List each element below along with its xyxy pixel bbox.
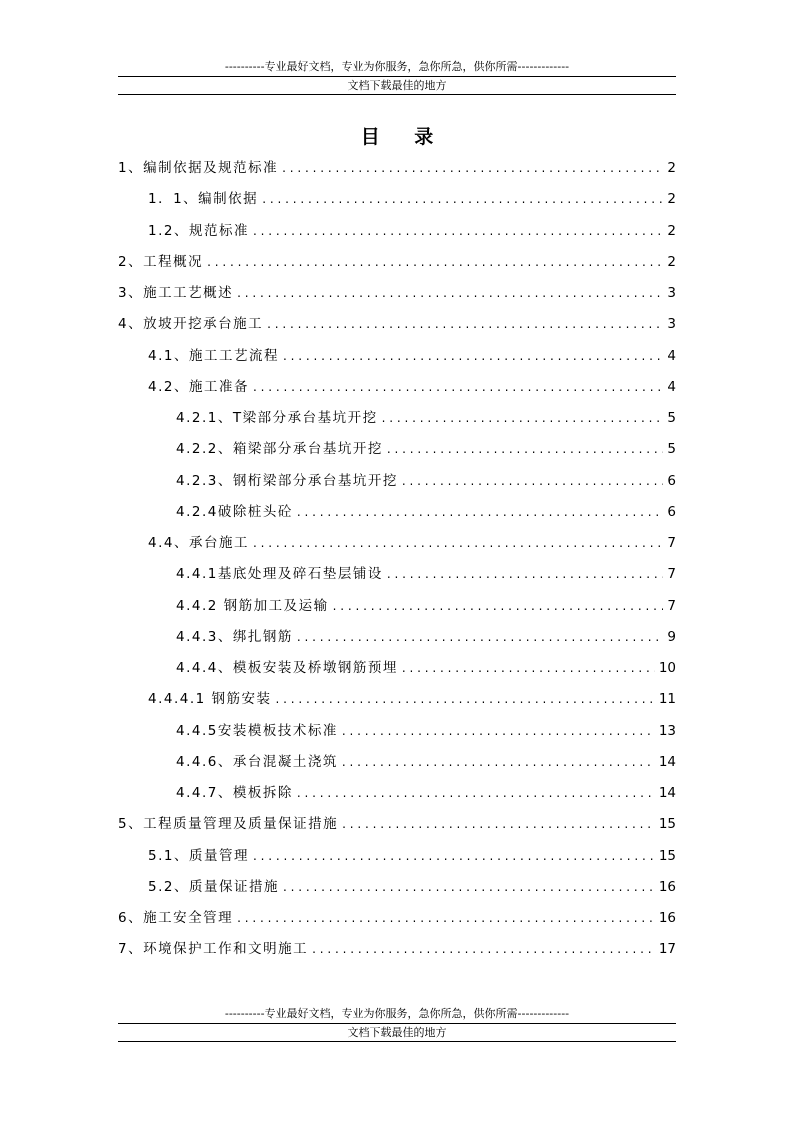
toc-dot-leader (382, 411, 664, 425)
toc-entry[interactable] (118, 656, 676, 687)
toc-entry-page-number: 10 (658, 660, 676, 676)
toc-entry-label: 4.4.6、承台混凝土浇筑 (176, 753, 338, 770)
toc-entry-page-number: 5 (667, 410, 676, 426)
toc-entry[interactable] (118, 437, 676, 468)
toc-entry-label: 7、环境保护工作和文明施工 (118, 941, 309, 958)
footer-rule-bottom (118, 1041, 676, 1042)
toc-entry[interactable] (118, 187, 676, 218)
toc-entry-page-number: 15 (658, 816, 676, 833)
toc-entry-label: 4.4.3、绑扎钢筋 (176, 628, 293, 645)
toc-entry-page-number: 4 (667, 347, 676, 364)
table-of-contents (118, 156, 676, 969)
toc-dot-leader (387, 442, 664, 456)
toc-entry-label: 4.4.7、模板拆除 (176, 785, 293, 801)
toc-dot-leader (342, 724, 655, 738)
toc-dot-leader (283, 349, 663, 363)
toc-entry-page-number: 6 (667, 472, 676, 489)
toc-dot-leader (237, 286, 663, 300)
toc-entry-label: 5.1、质量管理 (148, 847, 249, 864)
toc-entry-label: 4.4.1基底处理及碎石垫层铺设 (176, 566, 383, 583)
toc-dot-leader (312, 942, 655, 956)
toc-entry[interactable] (118, 906, 676, 937)
toc-dot-leader (267, 317, 663, 331)
toc-entry-page-number: 11 (658, 691, 676, 708)
toc-entry-page-number: 14 (658, 753, 676, 770)
toc-entry-label: 3、施工工艺概述 (118, 285, 234, 301)
toc-entry-page-number: 6 (667, 503, 676, 520)
toc-entry-label: 4.4.4.1 钢筋安装 (148, 691, 272, 708)
toc-title: 目 录 (360, 126, 448, 148)
toc-entry-label: 4.2.1、T梁部分承台基坑开挖 (176, 410, 378, 426)
toc-dot-leader (253, 849, 655, 863)
toc-dot-leader (342, 817, 655, 831)
toc-entry[interactable] (118, 594, 676, 625)
toc-entry-label: 4.4.4、模板安装及桥墩钢筋预埋 (176, 660, 398, 676)
toc-entry[interactable] (118, 875, 676, 906)
toc-dot-leader (276, 692, 655, 706)
toc-entry-page-number: 2 (667, 160, 676, 176)
toc-entry-page-number: 2 (667, 253, 676, 270)
header-subtitle: 文档下载最佳的地方 (347, 79, 447, 92)
toc-entry-label: 1、编制依据及规范标准 (118, 160, 279, 176)
toc-entry-label: 5.2、质量保证措施 (148, 878, 279, 895)
toc-dot-leader (282, 161, 663, 175)
page-footer (118, 1007, 676, 1042)
toc-dot-leader (297, 505, 664, 519)
toc-entry-label: 4.2.4破除桩头砼 (176, 503, 293, 520)
toc-entry-page-number: 16 (658, 910, 676, 926)
toc-entry[interactable] (118, 375, 676, 406)
toc-entry-label: 4.1、施工工艺流程 (148, 347, 279, 364)
toc-entry-page-number: 2 (667, 191, 676, 208)
toc-entry-label: 4.4、承台施工 (148, 535, 249, 551)
toc-entry-page-number: 7 (667, 535, 676, 551)
toc-entry-page-number: 15 (658, 847, 676, 864)
toc-dot-leader (237, 911, 655, 925)
toc-dot-leader (253, 380, 663, 394)
toc-entry-page-number: 2 (667, 222, 676, 239)
header-rule-top (118, 76, 676, 77)
toc-entry-page-number: 16 (658, 878, 676, 895)
toc-entry-page-number: 3 (667, 316, 676, 333)
footer-rule-top (118, 1023, 676, 1024)
toc-entry-label: 4.2.2、箱梁部分承台基坑开挖 (176, 441, 383, 458)
toc-entry[interactable] (118, 844, 676, 875)
toc-entry-label: 4.4.5安装模板技术标准 (176, 722, 338, 739)
toc-dot-leader (262, 192, 663, 206)
toc-entry-label: 5、工程质量管理及质量保证措施 (118, 816, 339, 833)
toc-dot-leader (253, 224, 663, 238)
toc-entry-label: 2、工程概况 (118, 253, 204, 270)
toc-dot-leader (207, 255, 663, 269)
toc-entry-label: 6、施工安全管理 (118, 910, 234, 926)
footer-slogan: ----------专业最好文档，专业为你服务，急你所急，供你所需------------- (224, 1007, 570, 1020)
toc-entry-page-number: 4 (667, 378, 676, 395)
toc-entry-label: 4.4.2 钢筋加工及运输 (176, 597, 329, 614)
toc-entry[interactable] (118, 687, 676, 718)
toc-entry[interactable] (118, 344, 676, 375)
toc-entry-label: 1.2、规范标准 (148, 222, 249, 239)
toc-entry[interactable] (118, 562, 676, 593)
toc-dot-leader (402, 661, 655, 675)
page-header (118, 60, 676, 95)
toc-entry[interactable] (118, 219, 676, 250)
toc-entry-page-number: 5 (667, 441, 676, 458)
toc-entry-page-number: 17 (658, 941, 676, 958)
toc-entry-page-number: 3 (667, 285, 676, 301)
toc-entry-label: 1．1、编制依据 (148, 191, 259, 208)
header-rule-bottom (118, 94, 676, 95)
toc-entry[interactable] (118, 250, 676, 281)
toc-entry[interactable] (118, 937, 676, 968)
header-slogan: ----------专业最好文档，专业为你服务，急你所急，供你所需------------- (224, 60, 570, 73)
toc-dot-leader (297, 786, 655, 800)
toc-dot-leader (253, 536, 663, 550)
toc-entry[interactable] (118, 625, 676, 656)
toc-dot-leader (387, 567, 664, 581)
toc-entry[interactable] (118, 281, 676, 312)
toc-entry[interactable] (118, 312, 676, 343)
toc-entry[interactable] (118, 781, 676, 812)
toc-entry-page-number: 7 (667, 566, 676, 583)
toc-entry-label: 4.2、施工准备 (148, 378, 249, 395)
toc-entry[interactable] (118, 500, 676, 531)
toc-entry-label: 4、放坡开挖承台施工 (118, 316, 264, 333)
footer-subtitle: 文档下载最佳的地方 (347, 1026, 447, 1039)
toc-dot-leader (342, 755, 655, 769)
toc-entry-page-number: 13 (658, 722, 676, 739)
toc-entry-label: 4.2.3、钢桁梁部分承台基坑开挖 (176, 472, 398, 489)
toc-dot-leader (283, 880, 655, 894)
toc-entry-page-number: 7 (667, 597, 676, 614)
toc-entry-page-number: 9 (667, 628, 676, 645)
toc-entry[interactable] (118, 531, 676, 562)
toc-dot-leader (297, 630, 664, 644)
toc-entry-page-number: 14 (658, 785, 676, 801)
toc-dot-leader (402, 474, 664, 488)
toc-entry[interactable] (118, 812, 676, 843)
toc-entry[interactable] (118, 750, 676, 781)
toc-entry[interactable] (118, 156, 676, 187)
toc-entry[interactable] (118, 719, 676, 750)
toc-entry[interactable] (118, 469, 676, 500)
toc-entry[interactable] (118, 406, 676, 437)
toc-dot-leader (333, 599, 664, 613)
